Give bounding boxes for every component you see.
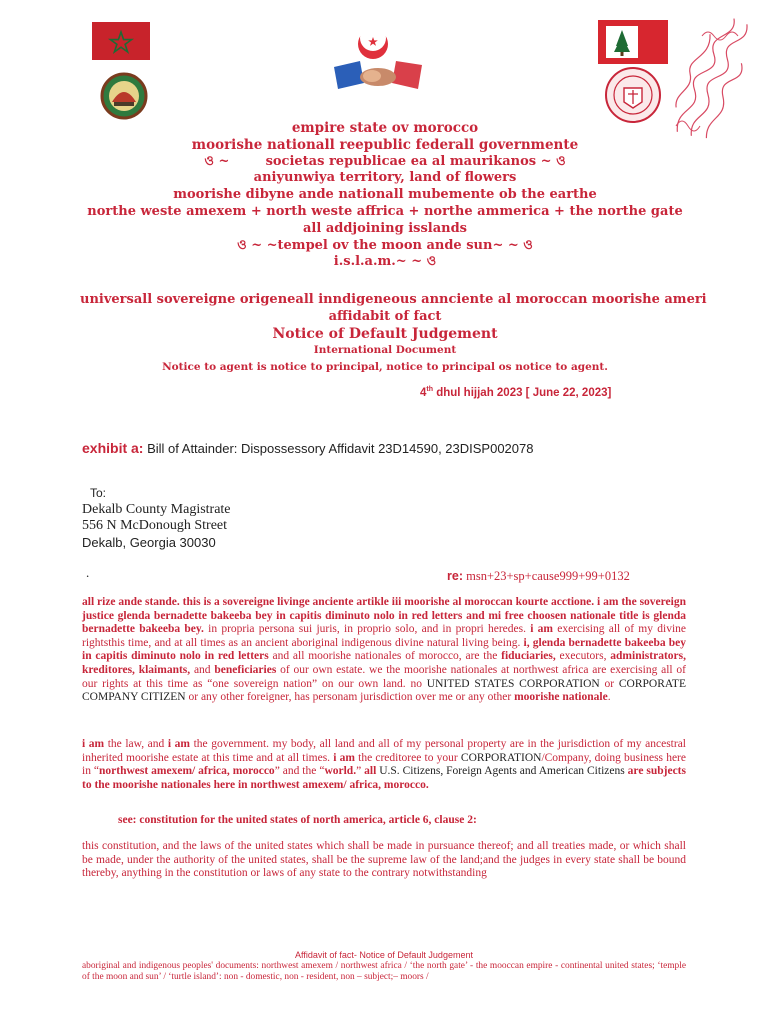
date-day: 4 [420,386,427,399]
northwest-flag-icon [598,20,668,64]
stray-dot: . [86,565,90,580]
title-line-4: International Document [313,344,457,357]
p1-i-am: i am [530,623,553,636]
header-line-9-text: i.s.l.a.m.~ [333,254,407,270]
ornament-left: ও ~ [204,153,230,169]
p2-text: ” and the “ [274,765,325,778]
header-line-3-text: societas republicae ea al maurikanos [265,153,537,169]
p1-text: executors, [555,650,611,663]
p1-text: and all moorishe nationales of morocco, are the [268,650,502,663]
p1-text: exercising all of my divine rightsthis time, and at all times as an ancient aboriginal indigenous divine natural living being. [82,623,686,649]
p2-i-am: i am [167,738,190,750]
exhibit-text: Bill of Attainder: Dispossessory Affidavit 23D14590, 23DISP002078 [147,441,534,456]
ornament-right: ~ ও [411,254,437,270]
exhibit-line [82,440,533,456]
p2-i-am: i am [82,738,105,750]
re-value: msn+23+sp+cause999+99+0132 [466,569,630,583]
p2-bold: all [364,765,377,778]
header-line-1: empire state ov morocco [291,120,479,136]
header-line-7: all addjoining isslands [303,220,467,236]
p1-text: . [607,691,611,704]
seal-left-icon [100,72,148,120]
see-reference: see: constitution for the united states of north america, article 6, clause 2: [118,814,477,826]
title-line-1: universall sovereigne origeneall inndigeneous annciente al moroccan moorishe ameri [80,292,707,307]
document-date [420,386,611,399]
p1-text: or [599,677,619,690]
ornament-right: ~ ও [540,153,566,169]
recipient-address [82,485,231,551]
date-suffix: th [426,386,434,393]
header-line-3 [80,154,690,171]
letterhead [80,120,690,271]
title-block [80,292,707,376]
p2-text: the creditoree to your [354,751,461,764]
address-line-3: Dekalb, Georgia 30030 [82,534,216,550]
re-label: re: [447,569,463,583]
header-line-8 [80,238,690,255]
p1-bold: fiduciaries, [501,650,556,663]
p2-i-am: i am [333,751,355,764]
p1-text: of our own estate. we the moorishe nationales at northwest africa are exercising all of our rights at this time as “one sovereign nation” on our own land. no [82,663,686,690]
footer-text: aboriginal and indigenous peoples' documents: northwest amexem / northwest africa / ‘the north gate’ - the mooccan empire - continental united states; ‘temple of the moon and sun’ / ‘turtle island’: non - domestic, non - resident, non – subject;– moors / [82,961,686,982]
p2-bold: are subjects to the moorishe nationales here in northwest amexem/ africa, morocco. [82,765,686,791]
title-line-5: Notice to agent is notice to principal, notice to principal os notice to agent. [162,361,608,374]
paragraph-3: this constitution, and the laws of the united states which shall be made in pursuance thereof; and all treaties made, or which shall be made, under the authority of the united states, shall be the supreme law of the land;and the judges in every state shall be bound thereby, anything in the constitution or laws of any state to the contrary notwithstanding [82,840,686,880]
paragraph-1 [82,596,686,705]
address-line-1: Dekalb County Magistrate [82,501,231,517]
header-line-5: moorishe dibyne ande nationall mubemente ob the earthe [173,187,597,203]
p1-bold: moorishe nationale [514,691,608,704]
seal-right-icon [604,66,662,124]
p2-text: the government. my body, all land and all of my personal property are in the jurisdiction of my ancestral inherited moorishe estate at this time and at all times. [82,738,686,764]
reference-line [447,569,630,584]
header-line-9 [80,254,690,271]
p1-corp: CORPORATE COMPANY CITIZEN [82,677,686,704]
morocco-flag-icon [92,22,150,60]
to-label: To: [90,486,107,500]
footer-title: Affidavit of fact- Notice of Default Judgement [295,950,473,960]
header-line-8-text: ~tempel ov the moon ande sun~ [266,237,504,253]
p2-text: the law, and [104,738,168,750]
title-line-2: affidabit of fact [328,308,442,324]
exhibit-label: exhibit a: [82,440,144,456]
p1-bold: beneficiaries [214,663,277,676]
header-line-4: aniyunwiya territory, land of flowers [253,170,517,186]
p2-text: U.S. Citizens, Foreign Agents and American Citizens [376,765,628,778]
p1-declaration: all rize ande stande. this is a sovereigne livinge anciente artikle iii moorishe al moroccan kourte acctione. i am the sovereign justice glenda bernadette bakeeba bey in capitis diminuto nolo in red letters and mi free choosen nationale title is glenda bernadette bakeeba bey. [82,596,686,636]
p2-text: ” [356,765,365,778]
document-title: Notice of Default Judgement [272,325,498,342]
p2-text: /Company, doing business here in “ [82,751,686,778]
address-line-2: 556 N McDonough Street [82,518,228,533]
p1-name: i, glenda bernadette bakeeba bey in capitis diminuto nolo in red letters [82,636,686,663]
p1-text: in propria persona sui juris, in proprio solo, and in propri heredes. [203,623,531,636]
p2-bold: world. [324,765,357,778]
header-line-2: moorishe nationall reepublic federall governmente [191,136,579,153]
header-line-6: northe weste amexem + north weste affrica + northe ammerica + the northe gate [87,203,683,219]
p2-corp: CORPORATION [460,751,542,764]
p1-text: and [190,663,215,676]
paragraph-2 [82,738,686,792]
p1-bold: administrators, kreditores, klaimants, [82,650,686,676]
date-rest: dhul hijjah 2023 [ June 22, 2023] [436,386,612,399]
ornament-left: ও ~ [237,237,263,253]
p2-bold: northwest amexem/ africa, morocco [99,765,275,778]
p1-corp: UNITED STATES CORPORATION [426,677,600,690]
handshake-flags-icon [332,57,424,93]
ornament-right: ~ ও [507,237,533,253]
p1-text: or any other foreigner, has personam jurisdiction over me or any other [185,691,515,704]
